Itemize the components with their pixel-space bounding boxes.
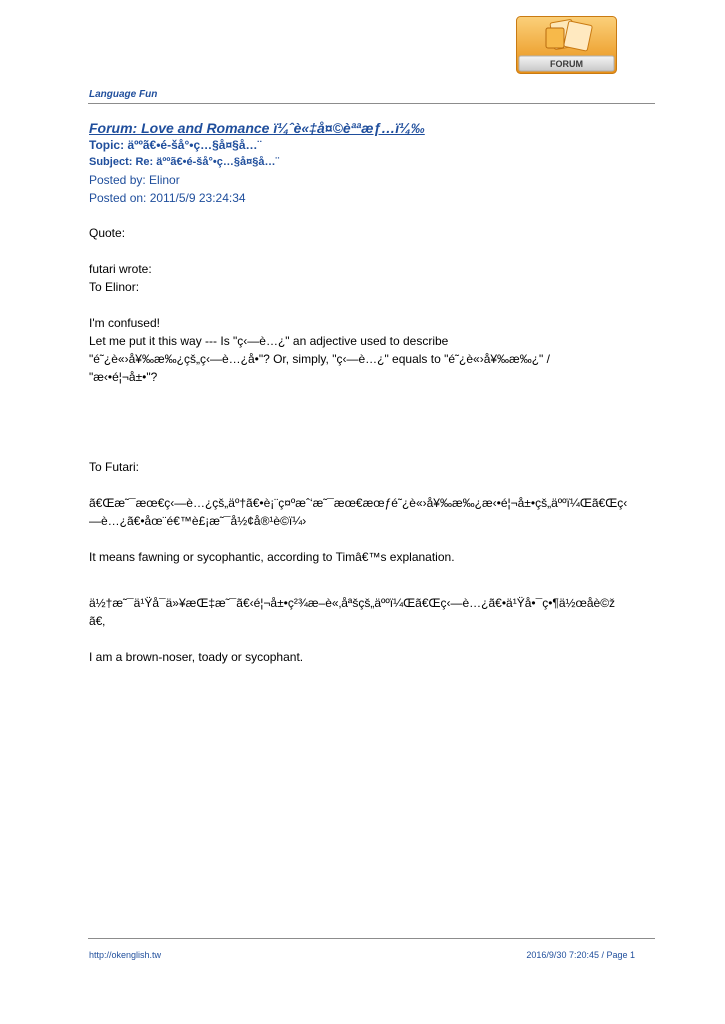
section-label: Language Fun [89, 89, 158, 100]
post-body [89, 224, 649, 666]
header-divider [88, 103, 655, 104]
footer-url-link[interactable]: http://okenglish.tw [89, 950, 162, 960]
quote-author: futari wrote: [89, 262, 152, 276]
reply-line: ä½†æ˜¯ä¹Ÿå¯ä»¥æŒ‡æ˜¯ã€‹é¦¬å±•ç²¾æ–è«‚åªšçš„äººï¼Œã€Œç‹—è…¿ã€•ä¹Ÿå•¯ç•¶ä½œåè©ž [89, 596, 616, 610]
reply-line: ã€Œæ˜¯æœ€ç‹—è…¿çš„äº†ã€•è¡¨ç¤ºæˆ‘æ˜¯æœ€æœƒé˜¿è«›å¥‰æ‰¿æ‹•é¦¬å±•çš„äººï¼Œã€Œç‹ [89, 496, 628, 510]
reply-line: ã€‚ [89, 614, 106, 628]
reply-to: To Futari: [89, 460, 140, 474]
forum-logo [516, 16, 617, 74]
footer-timestamp-page: 2016/9/30 7:20:45 / Page 1 [526, 950, 635, 960]
quote-to: To Elinor: [89, 280, 140, 294]
footer-divider [88, 938, 655, 939]
posted-on: Posted on: 2011/5/9 23:24:34 [89, 191, 246, 205]
reply-line: I am a brown-noser, toady or sycophant. [89, 650, 304, 664]
post [89, 120, 649, 666]
forum-title-link[interactable]: Forum: Love and Romance ï¼ˆè«‡å¤©èªªæƒ…ï¼‰ [89, 120, 425, 136]
subject-line: Subject: Re: äººã€•é-šå°•ç…§å¤§å…¨ [89, 156, 280, 168]
reply-line: It means fawning or sycophantic, according to Timâ€™s explanation. [89, 550, 455, 564]
quote-line: Let me put it this way --- Is "ç‹—è…¿" an adjective used to describe [89, 334, 449, 348]
quote-confused: I'm confused! [89, 316, 160, 330]
quote-label: Quote: [89, 226, 126, 240]
posted-by: Posted by: Elinor [89, 173, 180, 187]
quote-line: "æ‹•é¦¬å±•"? [89, 370, 158, 384]
topic-line: Topic: äººã€•é-šå°•ç…§å¤§å…¨ [89, 138, 262, 152]
forum-logo-label: FORUM [550, 59, 583, 69]
reply-line: —è…¿ã€•åœ¨é€™è£¡æ˜¯å½¢å®¹è©ï¼› [89, 514, 307, 528]
quote-line: "é˜¿è«›å¥‰æ‰¿çš„ç‹—è…¿å•"? Or, simply, "ç‹—è…¿" equals to "é˜¿è«›å¥‰æ‰¿" / [89, 352, 550, 366]
